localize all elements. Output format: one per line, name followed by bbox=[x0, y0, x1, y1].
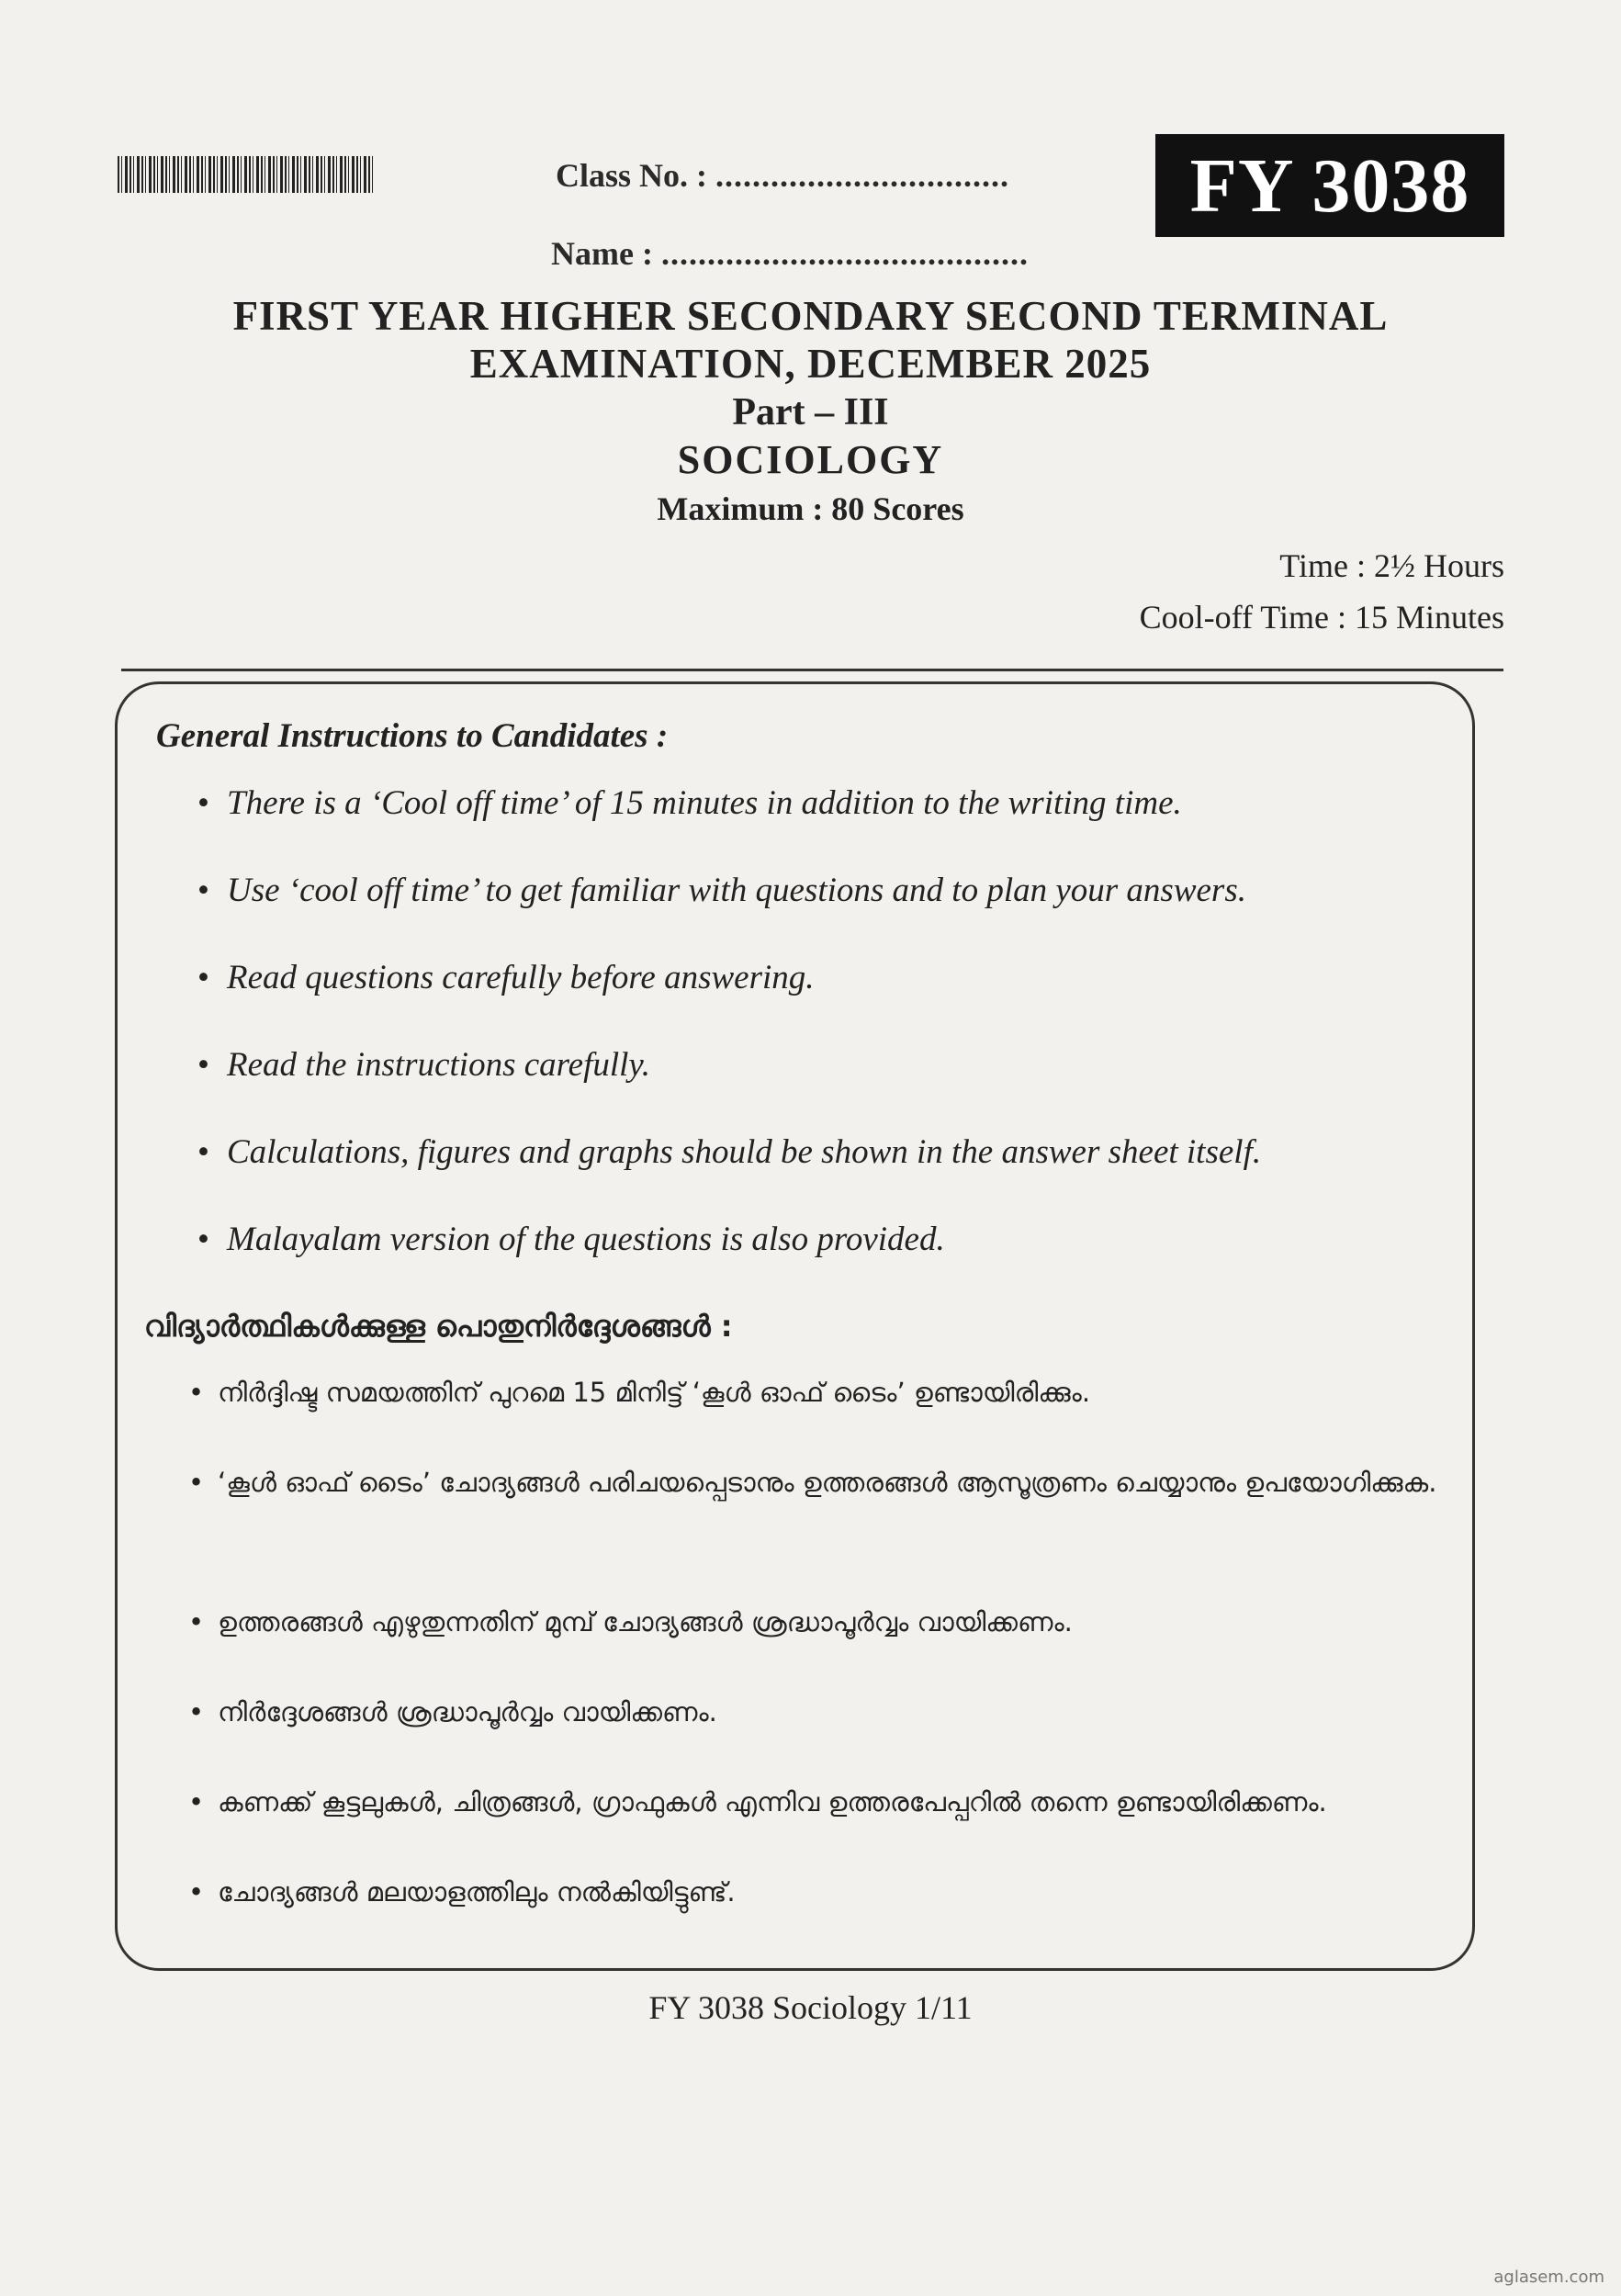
maximum-scores: Maximum : 80 Scores bbox=[657, 490, 964, 527]
title-line-1: FIRST YEAR HIGHER SECONDARY SECOND TERMINAL bbox=[232, 293, 1389, 339]
instruction-text: നിർദ്ദിഷ്ട സമയത്തിന് പുറമെ 15 മിനിട്ട് ‘കൂൾ ഓഫ് ടൈം’ ഉണ്ടായിരിക്കും. bbox=[218, 1377, 1091, 1408]
subject-label: SOCIOLOGY bbox=[677, 437, 944, 482]
list-item bbox=[188, 1688, 1456, 1778]
list-item bbox=[197, 1038, 1437, 1125]
time-info bbox=[1140, 540, 1504, 643]
bullet-icon: • bbox=[188, 1696, 205, 1728]
bullet-icon: • bbox=[188, 1786, 205, 1818]
header-divider bbox=[121, 669, 1503, 671]
english-instructions bbox=[197, 776, 1437, 1300]
name-label: Name : bbox=[551, 235, 653, 272]
malayalam-instructions bbox=[188, 1368, 1456, 1958]
part-label: Part – III bbox=[732, 391, 889, 433]
exam-titles bbox=[92, 292, 1529, 533]
bullet-icon: • bbox=[197, 1221, 209, 1258]
list-item bbox=[197, 1125, 1437, 1212]
bullet-icon: • bbox=[197, 1046, 209, 1084]
list-item bbox=[197, 776, 1437, 863]
list-item bbox=[197, 1212, 1437, 1300]
list-item bbox=[188, 1368, 1456, 1458]
barcode bbox=[118, 156, 375, 193]
instruction-text: Use ‘cool off time’ to get familiar with questions and to plan your answers. bbox=[227, 872, 1246, 909]
list-item bbox=[197, 863, 1437, 951]
instruction-text: Calculations, figures and graphs should be shown in the answer sheet itself. bbox=[227, 1133, 1262, 1171]
instruction-text: Read the instructions carefully. bbox=[227, 1046, 651, 1084]
cool-off-time: Cool-off Time : 15 Minutes bbox=[1139, 599, 1504, 636]
instruction-text: കണക്ക് കൂട്ടലുകൾ, ചിത്രങ്ങൾ, ഗ്രാഫുകൾ എന്നിവ ഉത്തരപേപ്പറിൽ തന്നെ ഉണ്ടായിരിക്കണം. bbox=[218, 1786, 1327, 1818]
list-item bbox=[188, 1868, 1456, 1958]
bullet-icon: • bbox=[188, 1377, 205, 1408]
bullet-icon: • bbox=[188, 1467, 205, 1498]
list-item bbox=[188, 1458, 1456, 1598]
class-no-dots: ................................ bbox=[715, 157, 1010, 194]
list-item bbox=[197, 951, 1437, 1038]
list-item bbox=[188, 1778, 1456, 1868]
name-field bbox=[551, 234, 1029, 273]
list-item bbox=[188, 1598, 1456, 1688]
bullet-icon: • bbox=[197, 784, 209, 822]
name-dots: ........................................ bbox=[660, 235, 1029, 272]
instruction-text: Malayalam version of the questions is also provided. bbox=[227, 1221, 945, 1258]
class-no-field bbox=[556, 156, 1009, 195]
title-line-2: EXAMINATION, DECEMBER 2025 bbox=[469, 341, 1152, 387]
bullet-icon: • bbox=[197, 1133, 209, 1171]
paper-code: FY 3038 bbox=[1155, 134, 1504, 237]
page-footer: FY 3038 Sociology 1/11 bbox=[648, 1989, 973, 2026]
bullet-icon: • bbox=[188, 1876, 205, 1908]
watermark: aglasem.com bbox=[1493, 2268, 1604, 2287]
instruction-text: ‘കൂൾ ഓഫ് ടൈം’ ചോദ്യങ്ങൾ പരിചയപ്പെടാനും ഉത്തരങ്ങൾ ആസൂത്രണം ചെയ്യാനും ഉപയോഗിക്കുക. bbox=[218, 1467, 1437, 1498]
instruction-text: ചോദ്യങ്ങൾ മലയാളത്തിലും നൽകിയിട്ടുണ്ട്. bbox=[218, 1876, 736, 1908]
class-no-label: Class No. : bbox=[556, 157, 708, 194]
instructions-title: General Instructions to Candidates : bbox=[156, 717, 669, 755]
instruction-text: ഉത്തരങ്ങൾ എഴുതുന്നതിന് മുമ്പ് ചോദ്യങ്ങൾ ശ്രദ്ധാപൂർവ്വം വായിക്കണം. bbox=[218, 1606, 1073, 1638]
time-duration: Time : 2½ Hours bbox=[1279, 547, 1504, 584]
bullet-icon: • bbox=[197, 872, 209, 909]
instruction-text: നിർദ്ദേശങ്ങൾ ശ്രദ്ധാപൂർവ്വം വായിക്കണം. bbox=[218, 1696, 717, 1728]
bullet-icon: • bbox=[188, 1606, 205, 1638]
malayalam-instructions-title: വിദ്യാർത്ഥികൾക്കുള്ള പൊതുനിർദ്ദേശങ്ങൾ : bbox=[144, 1309, 733, 1344]
bullet-icon: • bbox=[197, 959, 209, 996]
instruction-text: There is a ‘Cool off time’ of 15 minutes in addition to the writing time. bbox=[227, 784, 1182, 822]
instruction-text: Read questions carefully before answering. bbox=[227, 959, 815, 996]
